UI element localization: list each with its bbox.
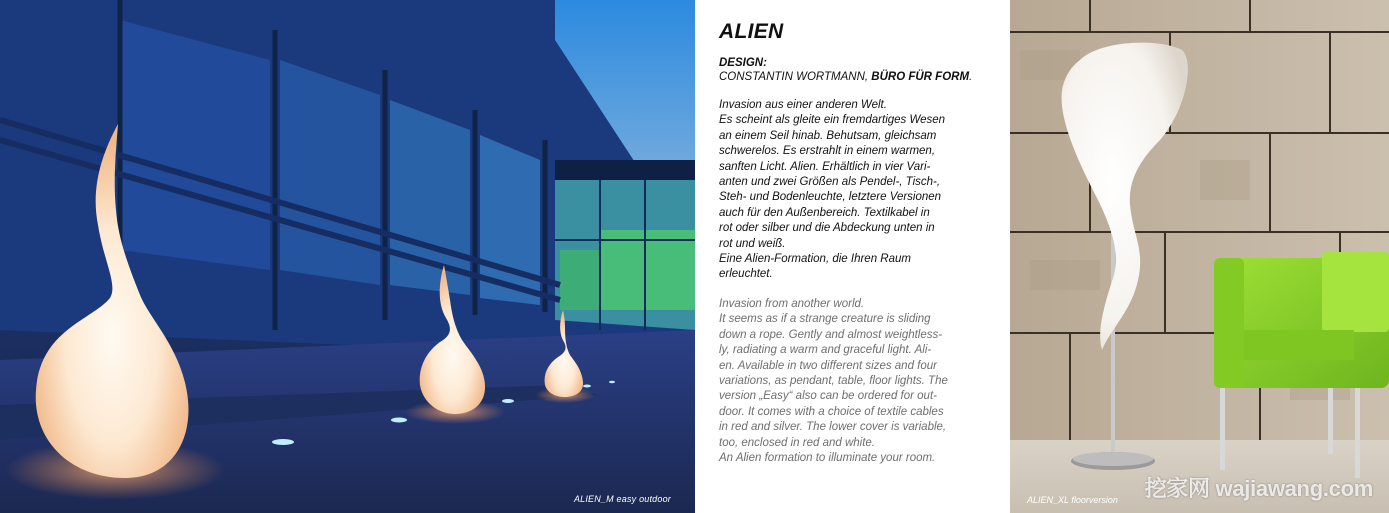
designer-studio: BÜRO FÜR FORM xyxy=(871,71,970,83)
description-english-text: Invasion from another world. It seems as if a strange creature is sliding down a rope. Gently and almost weightless- ly, radiating a warm and graceful light. Ali- en. Available in two different sizes and four variations, as pendant, table, floor lights. The version „Easy“ also can be ordered for out- door. It comes with a choice of textile cables in red and silver. The lower cover is variable, too, enclosed in red and white. An Alien formation to illuminate your room. xyxy=(719,297,948,464)
description-german-text: Invasion aus einer anderen Welt. Es scheint als gleite ein fremdartiges Wesen an einem Seil hinab. Behutsam, gleichsam schwerelos. Es erstrahlt in einem warmen, sanften Licht. Alien. Erhältlich in vier Vari- anten und zwei Größen als Pendel-, Tisch-, Steh- und Bodenleuchte, letztere Versionen auch für den Außenbereich. Textilkabel in rot oder silber und die Abdeckung unten in rot und weiß. Eine Alien-Formation, die Ihren Raum erleuchtet. xyxy=(719,99,946,281)
photo-alien-floorversion xyxy=(1010,0,1389,513)
product-title: ALIEN xyxy=(719,20,784,43)
design-label: DESIGN: xyxy=(719,57,767,69)
site-watermark: 挖家网 wajiawang.com xyxy=(1144,476,1373,501)
designer-end: . xyxy=(969,71,973,83)
designer-name: CONSTANTIN WORTMANN, xyxy=(719,71,869,83)
interior-scene-illustration xyxy=(1010,0,1389,513)
description-english xyxy=(719,297,1003,466)
caption-outdoor: ALIEN_M easy outdoor xyxy=(573,494,671,504)
description-german xyxy=(719,98,999,283)
caption-floorversion: ALIEN_XL floorversion xyxy=(1027,495,1118,505)
designer-credit xyxy=(719,70,1010,84)
product-description-column xyxy=(695,0,1010,513)
